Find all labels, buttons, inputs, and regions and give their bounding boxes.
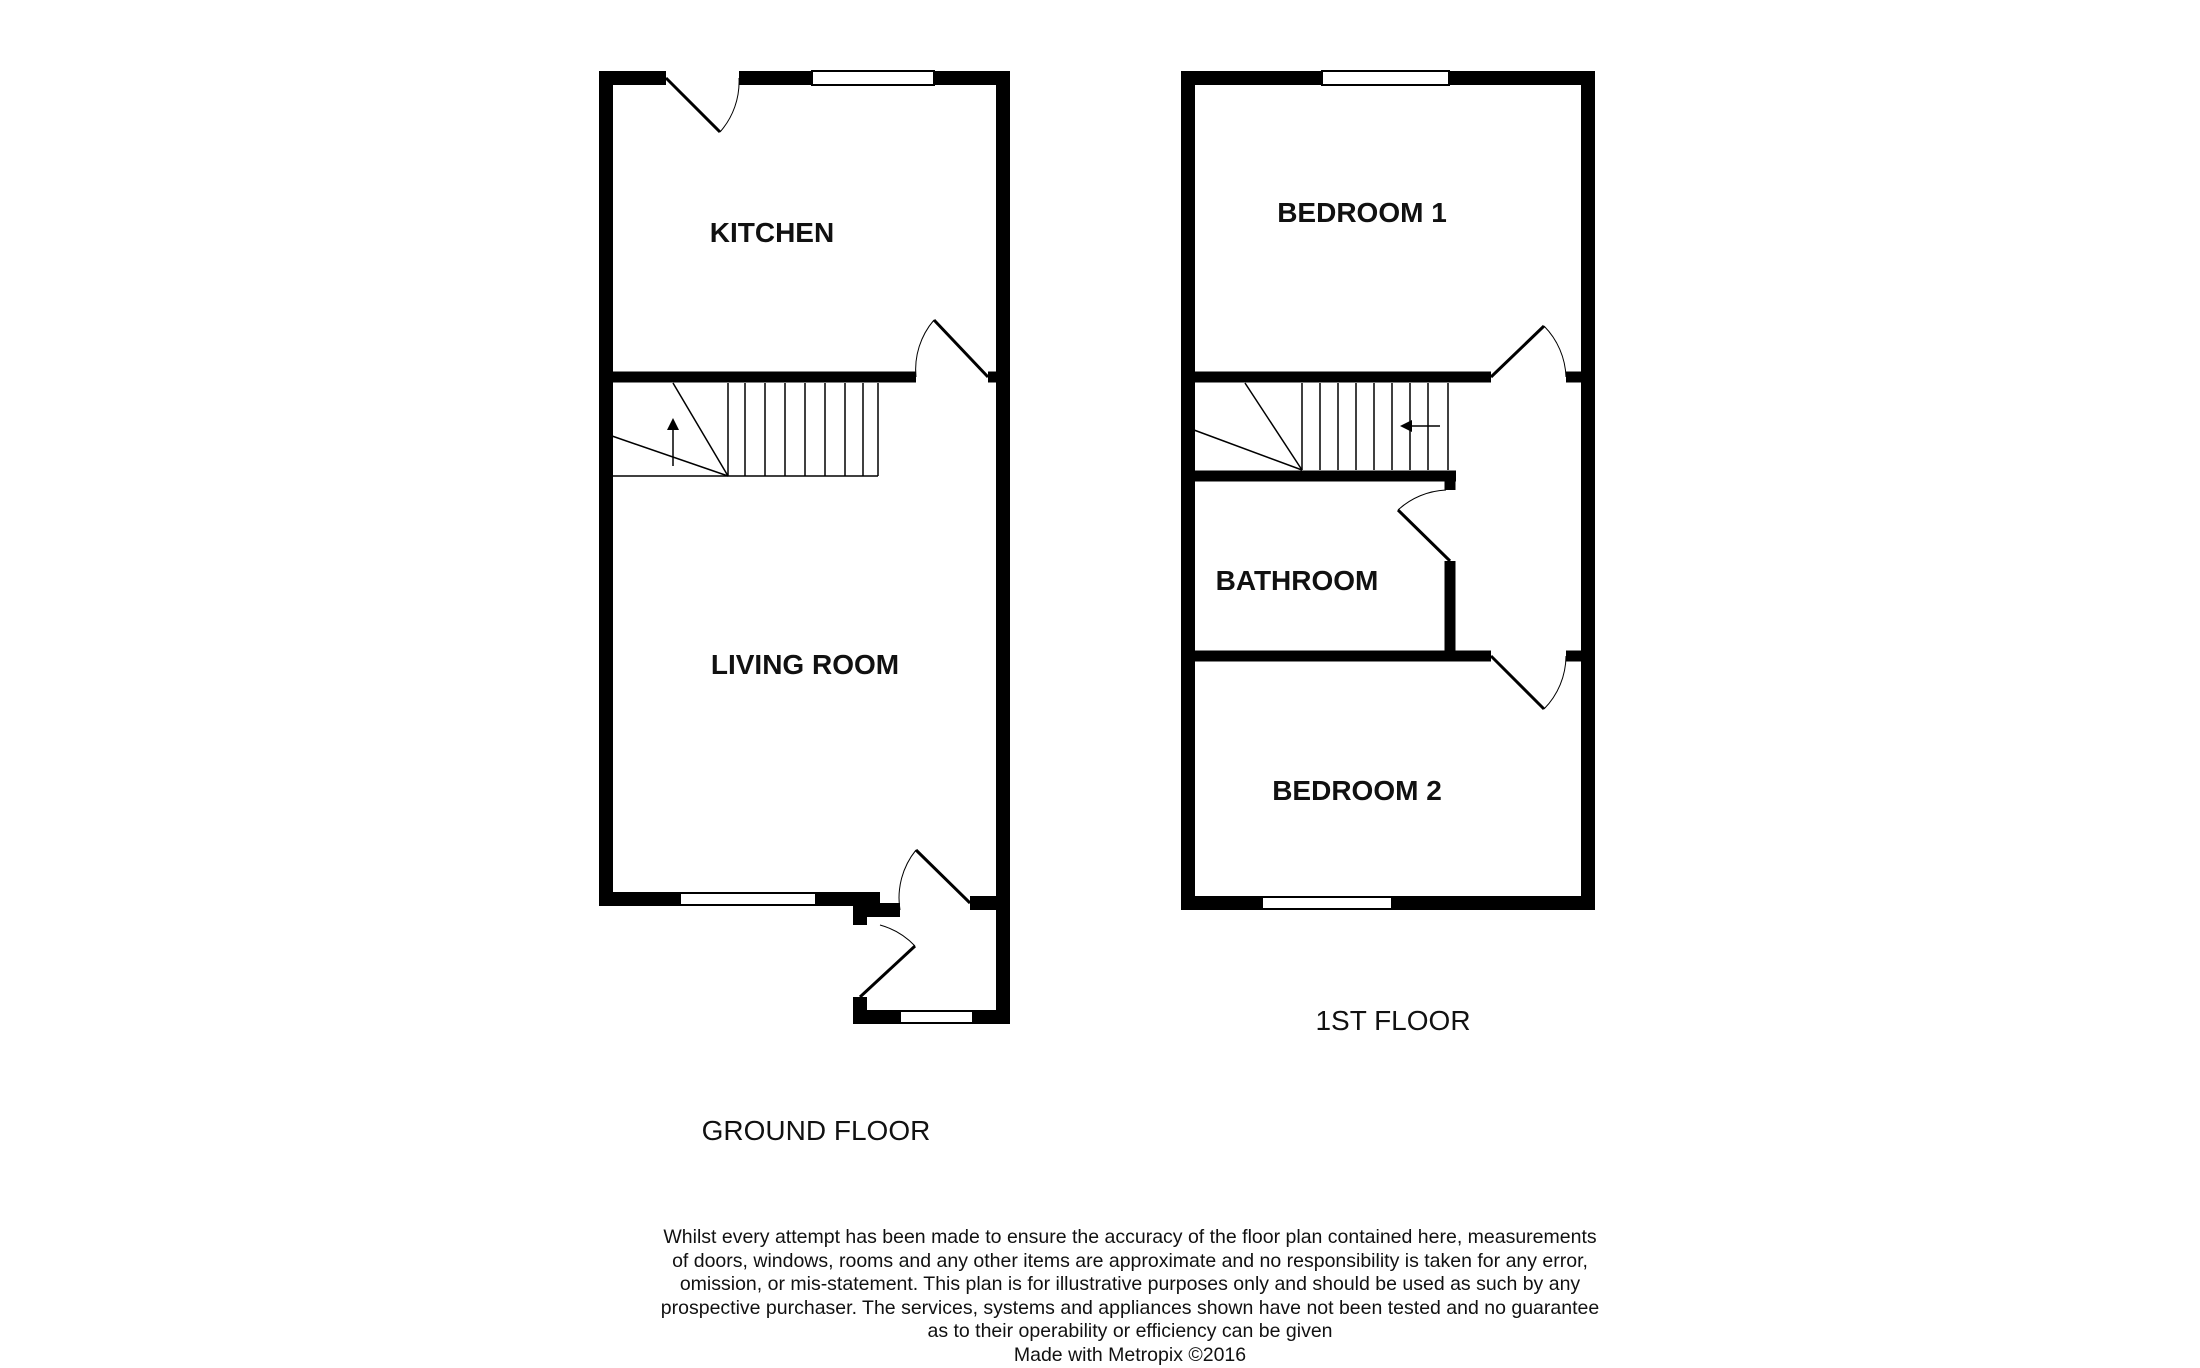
first-floor-internal-walls (1188, 377, 1588, 656)
first-floor-staircase (1194, 383, 1448, 470)
ground-floor-staircase (612, 383, 878, 476)
credit-line: Made with Metropix ©2016 (1013, 1343, 1247, 1366)
disclaimer-line: prospective purchaser. The services, systems and appliances shown have not been tested and no guarantee (660, 1296, 1600, 1319)
kitchen-label: KITCHEN (709, 217, 835, 248)
disclaimer-line: as to their operability or efficiency can be given (927, 1320, 1333, 1342)
disclaimer-line: Whilst every attempt has been made to ensure the accuracy of the floor plan contained here, measurements (663, 1226, 1597, 1248)
ground-floor-label: GROUND FLOOR (701, 1115, 931, 1146)
ground-floor-doors (666, 78, 988, 997)
bathroom-label: BATHROOM (1215, 565, 1379, 596)
bedroom-1-label: BEDROOM 1 (1277, 197, 1447, 228)
disclaimer-line: omission, or mis-statement. This plan is for illustrative purposes only and should be used as such by any (679, 1273, 1581, 1295)
disclaimer-text (630, 1226, 1630, 1367)
disclaimer-line: of doors, windows, rooms and any other items are approximate and no responsibility is taken for any error, (672, 1249, 1588, 1272)
ground-floor-windows (680, 71, 973, 1023)
first-floor-label: 1ST FLOOR (1315, 1005, 1471, 1036)
ground-floor-plan (599, 71, 1010, 1024)
bedroom-2-label: BEDROOM 2 (1272, 775, 1442, 806)
living-room-label: LIVING ROOM (710, 649, 900, 680)
